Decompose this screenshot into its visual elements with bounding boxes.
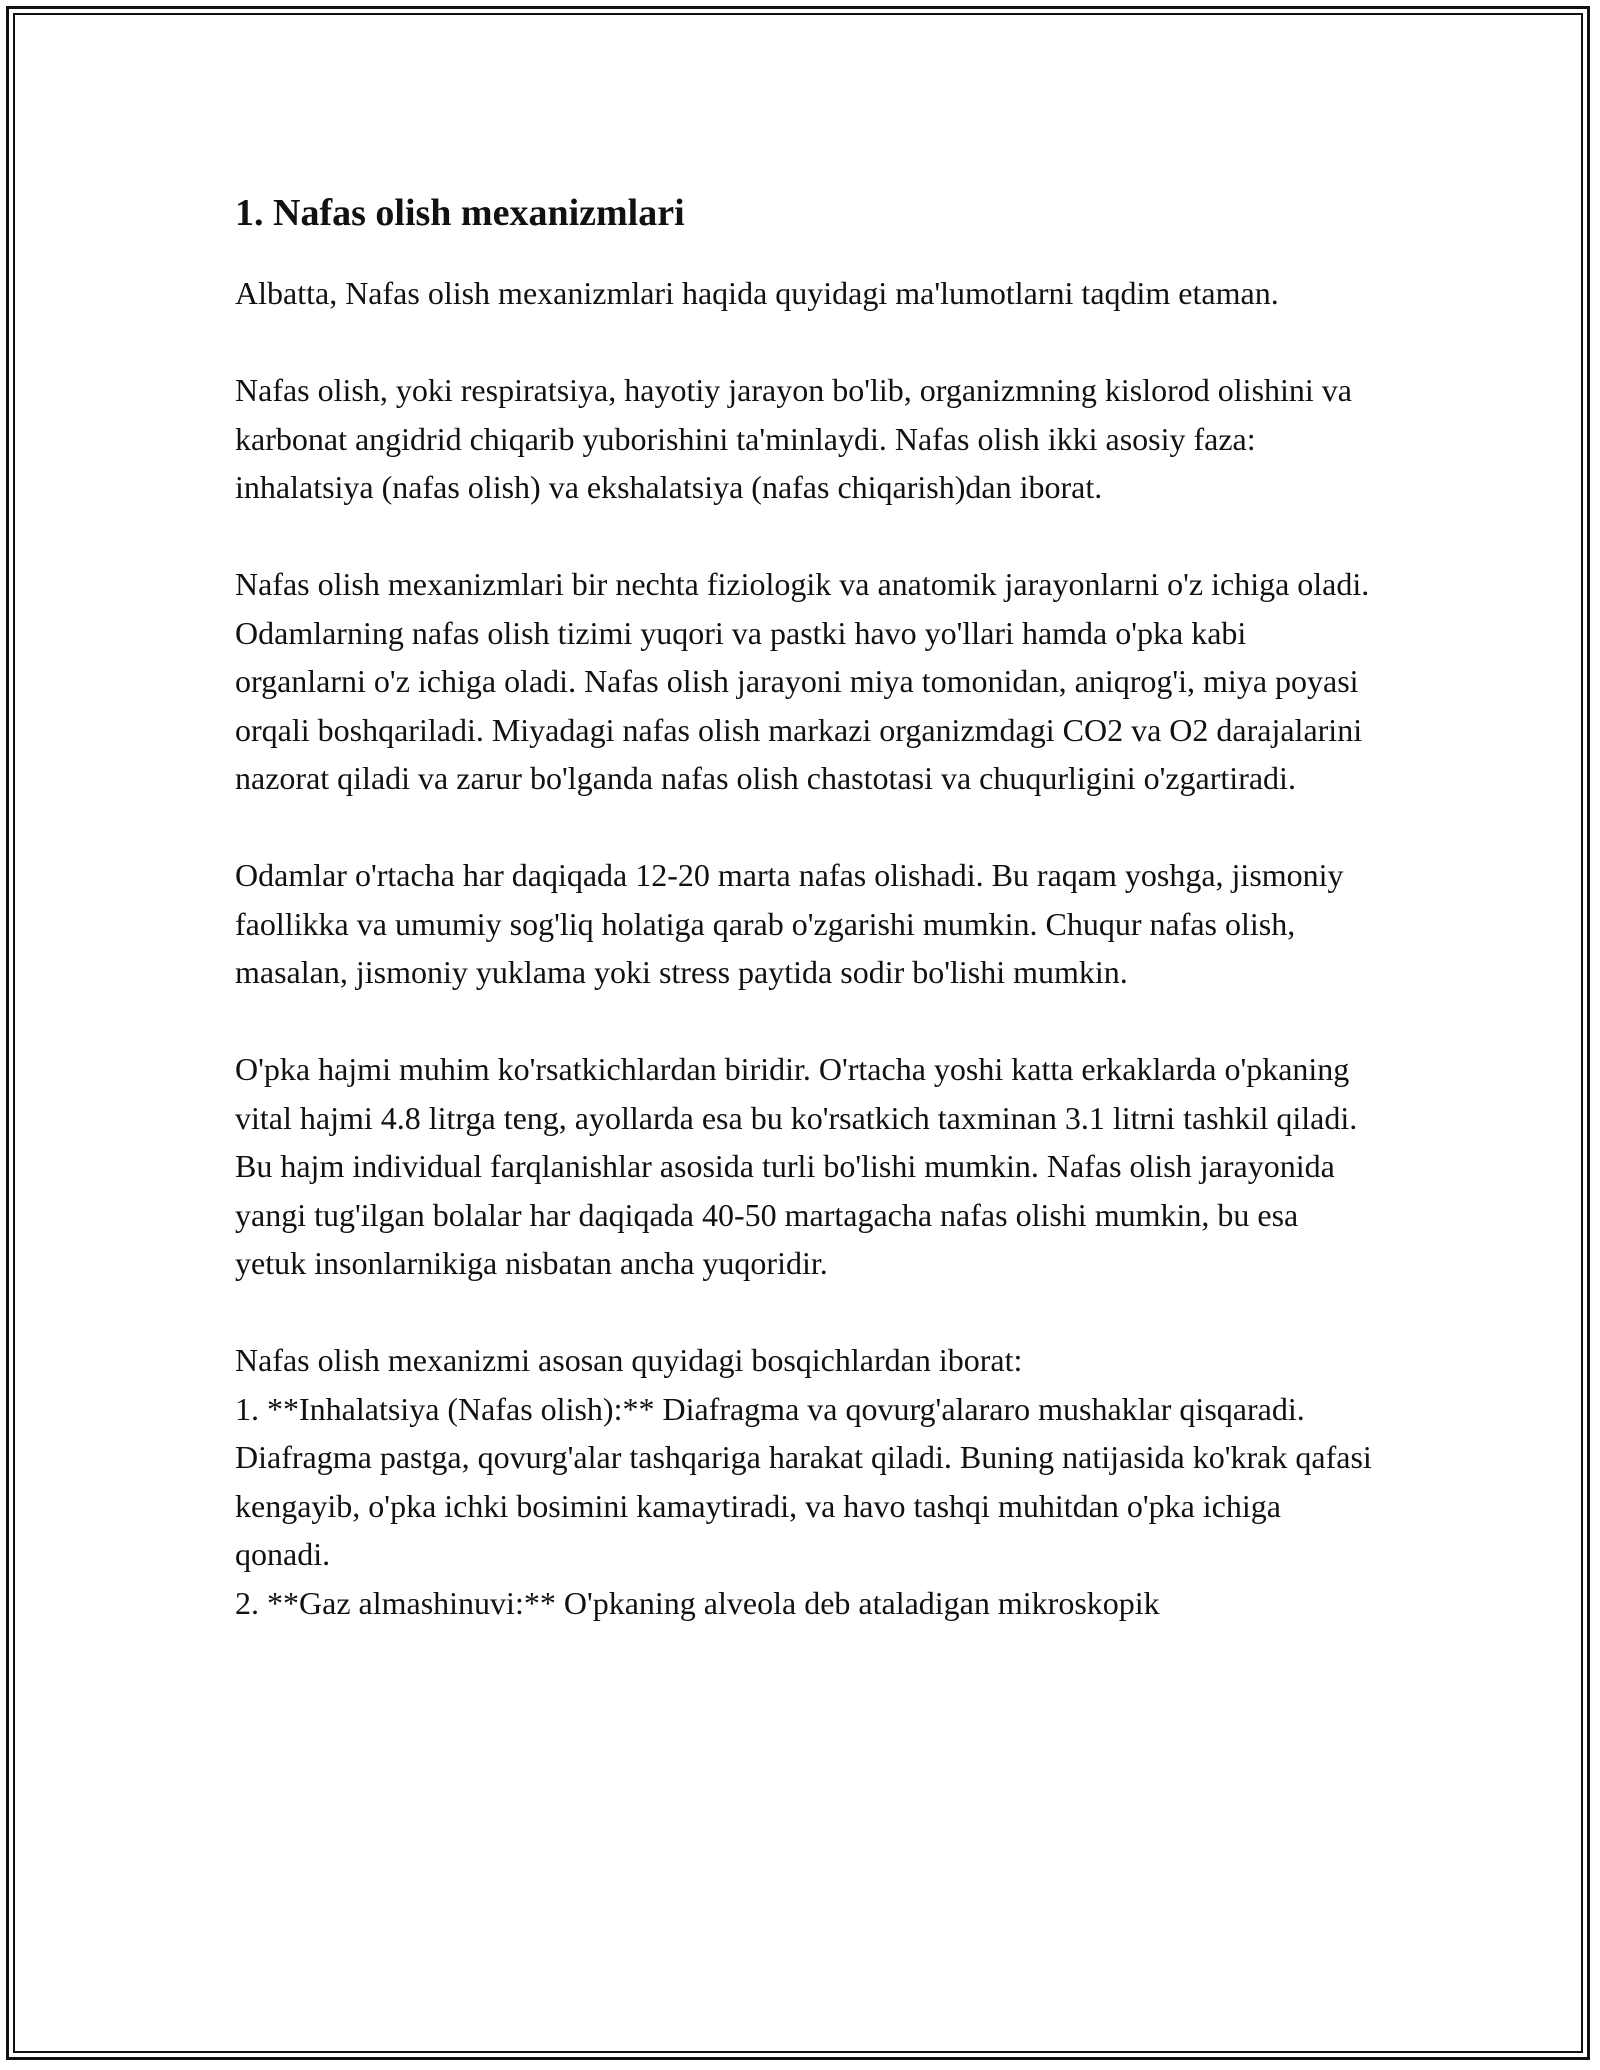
paragraph-intro: Albatta, Nafas olish mexanizmlari haqida quyidagi ma'lumotlarni taqdim etaman. [235, 275, 1279, 311]
paragraph-lung-volume: O'pka hajmi muhim ko'rsatkichlardan biridir. O'rtacha yoshi katta erkaklarda o'pkaning vital hajmi 4.8 litrga teng, ayollarda esa bu ko'rsatkich taxminan 3.1 litrni tashkil qiladi. Bu hajm individual farqlanishlar asosida turli bo'lishi mumkin. Nafas olish jarayonida yangi tug'ilgan bolalar har daqiqada 40-50 martagacha nafas olishi mumkin, bu esa yetuk insonlarnikiga nisbatan ancha yuqoridir. [235, 1051, 1358, 1281]
step-item-inhalation: 1. **Inhalatsiya (Nafas olish):** Diafragma va qovurg'alararo mushaklar qisqaradi. Diafragma pastga, qovurg'alar tashqariga harakat qiladi. Buning natijasida ko'krak qafasi kengayib, o'pka ichki bosimini kamaytiradi, va havo tashqi muhitdan o'pka ichiga qonadi. [235, 1390, 1372, 1572]
step-item-gas-exchange: 2. **Gaz almashinuvi:** O'pkaning alveola deb ataladigan mikroskopik [235, 1584, 1160, 1621]
document-body [235, 185, 1375, 1627]
steps-intro: Nafas olish mexanizmi asosan quyidagi bosqichlardan iborat: [235, 1342, 1023, 1378]
paragraph-mechanisms: Nafas olish mexanizmlari bir nechta fiziologik va anatomik jarayonlarni o'z ichiga oladi. Odamlarning nafas olish tizimi yuqori va pastki havo yo'llari hamda o'pka kabi organlarni o'z ichiga oladi. Nafas olish jarayoni miya tomonidan, aniqrog'i, miya poyasi orqali boshqariladi. Miyadagi nafas olish markazi organizmdagi CO2 va O2 darajalarini nazorat qiladi va zarur bo'lganda nafas olish chastotasi va chuqurligini o'zgartiradi. [235, 566, 1370, 796]
paragraph-breathing-rate: Odamlar o'rtacha har daqiqada 12-20 marta nafas olishadi. Bu raqam yoshga, jismoniy faollikka va umumiy sog'liq holatiga qarab o'zgarishi mumkin. Chuqur nafas olish, masalan, jismoniy yuklama yoki stress paytida sodir bo'lishi mumkin. [235, 857, 1344, 990]
section-heading: 1. Nafas olish mexanizmlari [235, 192, 685, 234]
paragraph-definition: Nafas olish, yoki respiratsiya, hayotiy jarayon bo'lib, organizmning kislorod olishini va karbonat angidrid chiqarib yuborishini ta'minlaydi. Nafas olish ikki asosiy faza: inhalatsiya (nafas olish) va ekshalatsiya (nafas chiqarish)dan iborat. [235, 372, 1352, 505]
